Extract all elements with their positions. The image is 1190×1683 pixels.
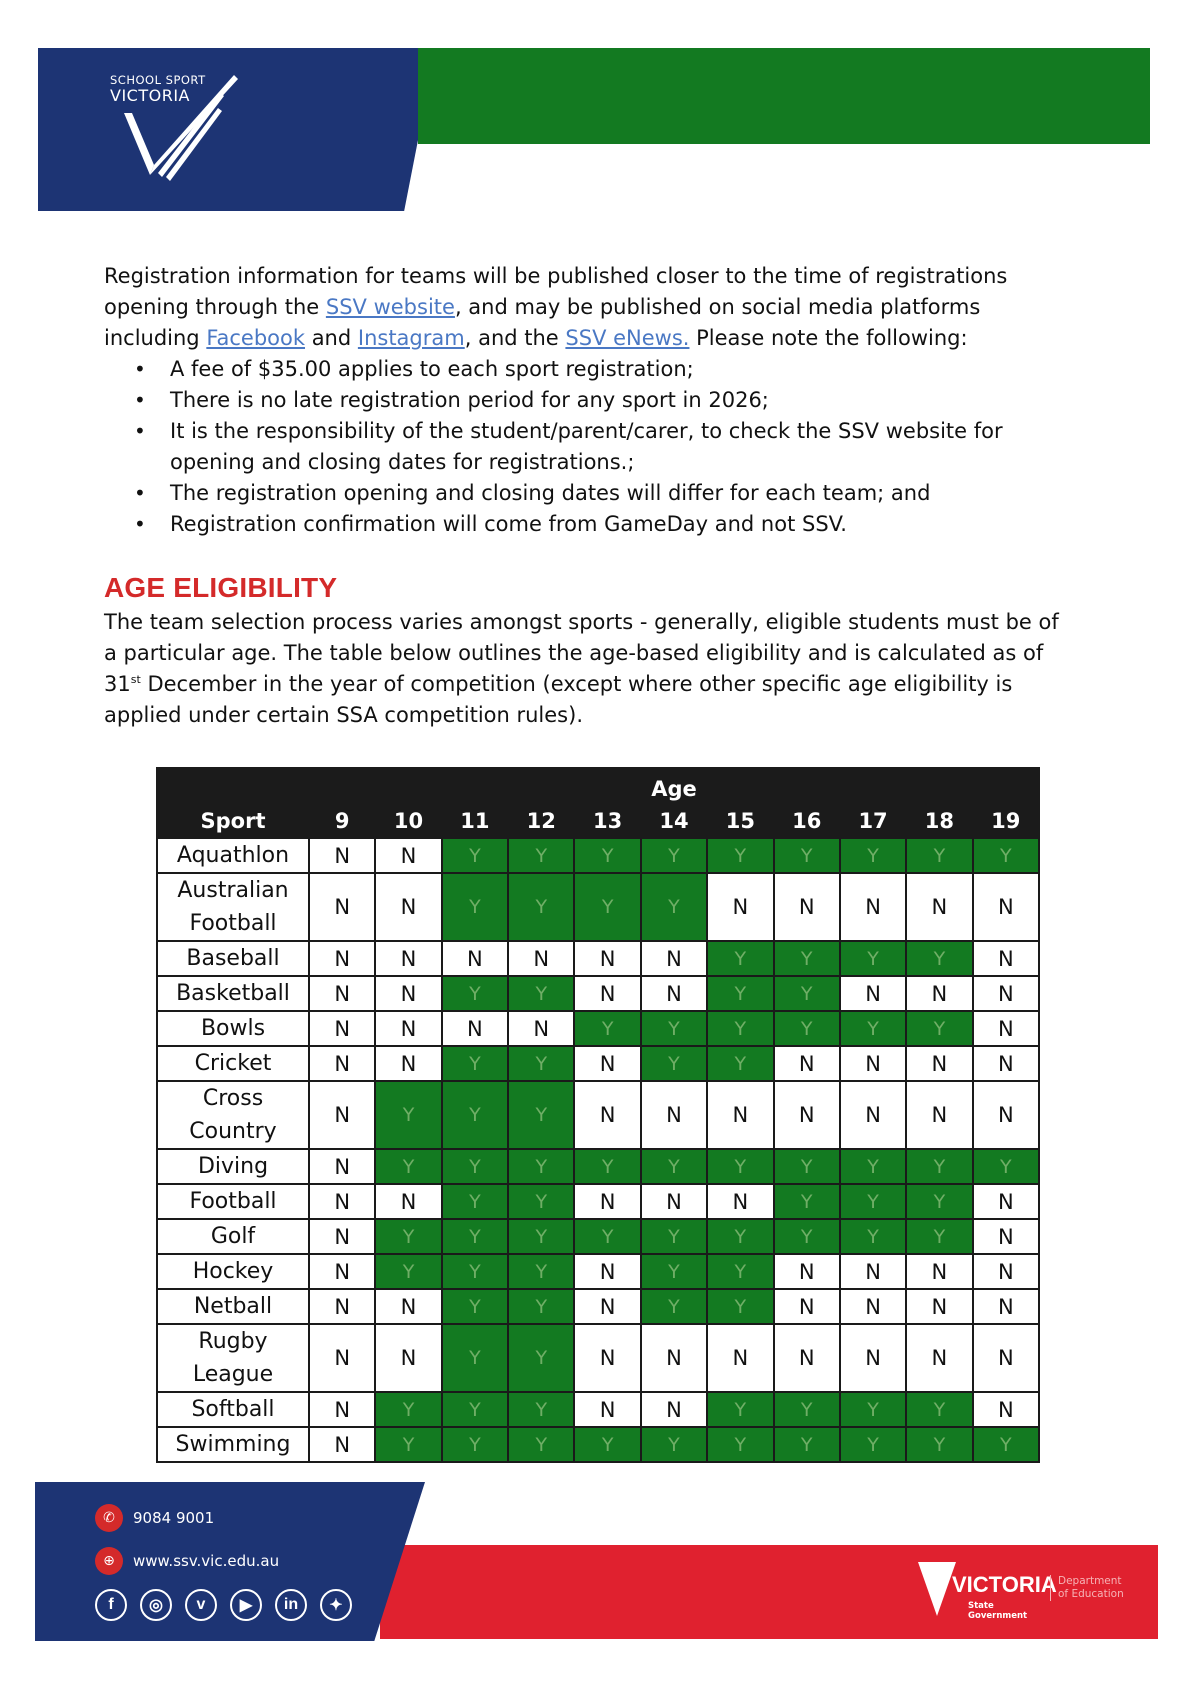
bullet-item: • Registration confirmation will come from GameDay and not SSV. — [104, 509, 1064, 540]
eligible-cell: Y — [707, 1046, 773, 1081]
not-eligible-cell: N — [774, 873, 840, 941]
eligible-cell: Y — [906, 838, 972, 873]
age-eligibility-heading: AGE ELIGIBILITY — [104, 572, 338, 603]
sport-name-cell: Golf — [157, 1219, 309, 1254]
eligible-cell: Y — [641, 1149, 707, 1184]
not-eligible-cell: N — [707, 1081, 773, 1149]
social-icons — [95, 1589, 352, 1621]
age-column-header: 17 — [840, 805, 906, 838]
eligible-cell: Y — [840, 1011, 906, 1046]
eligible-cell: Y — [973, 1427, 1039, 1462]
table-row — [157, 1219, 1039, 1254]
not-eligible-cell: N — [906, 873, 972, 941]
not-eligible-cell: N — [641, 941, 707, 976]
intro-text-3: and — [305, 326, 358, 350]
not-eligible-cell: N — [774, 1289, 840, 1324]
eligible-cell: Y — [906, 941, 972, 976]
table-row — [157, 1324, 1039, 1392]
table-row — [157, 1289, 1039, 1324]
eligible-cell: Y — [442, 1149, 508, 1184]
instagram-link[interactable]: Instagram — [357, 326, 465, 350]
eligible-cell: Y — [707, 941, 773, 976]
eligible-cell: Y — [574, 1219, 640, 1254]
eligible-cell: Y — [375, 1081, 441, 1149]
eligible-cell: Y — [574, 1011, 640, 1046]
not-eligible-cell: N — [309, 1219, 375, 1254]
dept-line2: of Education — [1058, 1588, 1124, 1600]
not-eligible-cell: N — [840, 1081, 906, 1149]
not-eligible-cell: N — [840, 1254, 906, 1289]
sport-name-cell: Cricket — [157, 1046, 309, 1081]
eligible-cell: Y — [508, 838, 574, 873]
sport-name-cell: Netball — [157, 1289, 309, 1324]
website-contact — [95, 1547, 279, 1575]
eligible-cell: Y — [707, 1254, 773, 1289]
sport-name-cell: Diving — [157, 1149, 309, 1184]
youtube-icon[interactable]: ▶ — [230, 1589, 262, 1621]
eligible-cell: Y — [774, 1011, 840, 1046]
instagram-icon[interactable]: ◎ — [140, 1589, 172, 1621]
not-eligible-cell: N — [574, 1184, 640, 1219]
not-eligible-cell: N — [375, 1046, 441, 1081]
not-eligible-cell: N — [774, 1081, 840, 1149]
not-eligible-cell: N — [973, 1254, 1039, 1289]
eligible-cell: Y — [774, 941, 840, 976]
sport-name-cell: Softball — [157, 1392, 309, 1427]
intro-text-4: , and the — [464, 326, 566, 350]
eligible-cell: Y — [508, 873, 574, 941]
not-eligible-cell: N — [442, 1011, 508, 1046]
eligible-cell: Y — [973, 838, 1039, 873]
not-eligible-cell: N — [840, 1324, 906, 1392]
ssv-enews-link[interactable]: SSV eNews. — [565, 326, 690, 350]
victoria-wordmark: VICTORIA — [952, 1572, 1057, 1597]
not-eligible-cell: N — [574, 1324, 640, 1392]
eligible-cell: Y — [508, 976, 574, 1011]
victoria-government-logo — [916, 1556, 1124, 1626]
eligible-cell: Y — [641, 873, 707, 941]
age-column-header: 15 — [707, 805, 773, 838]
not-eligible-cell: N — [375, 1011, 441, 1046]
not-eligible-cell: N — [375, 941, 441, 976]
not-eligible-cell: N — [508, 1011, 574, 1046]
eligible-cell: Y — [774, 976, 840, 1011]
eligible-cell: Y — [641, 838, 707, 873]
eligible-cell: Y — [574, 1149, 640, 1184]
eligible-cell: Y — [508, 1184, 574, 1219]
phone-number: 9084 9001 — [133, 1509, 215, 1527]
not-eligible-cell: N — [973, 1289, 1039, 1324]
eligible-cell: Y — [508, 1392, 574, 1427]
table-row — [157, 1392, 1039, 1427]
eligible-cell: Y — [375, 1219, 441, 1254]
header-green-banner — [418, 48, 1150, 144]
eligible-cell: Y — [574, 873, 640, 941]
not-eligible-cell: N — [973, 976, 1039, 1011]
state-government-label — [968, 1601, 1027, 1621]
eligible-cell: Y — [840, 941, 906, 976]
eligible-cell: Y — [840, 1219, 906, 1254]
not-eligible-cell: N — [973, 1081, 1039, 1149]
eligible-cell: Y — [840, 838, 906, 873]
table-row — [157, 873, 1039, 941]
not-eligible-cell: N — [375, 873, 441, 941]
age-header: Age — [309, 768, 1039, 805]
para-text-b: December in the year of competition (except where other specific age eligibility is applied under certain SSA competition rules). — [104, 672, 1013, 727]
eligible-cell: Y — [906, 1219, 972, 1254]
not-eligible-cell: N — [774, 1046, 840, 1081]
twitter-icon[interactable]: ✦ — [320, 1589, 352, 1621]
sport-name-cell: Bowls — [157, 1011, 309, 1046]
eligible-cell: Y — [707, 838, 773, 873]
para-sup: st — [130, 673, 141, 686]
not-eligible-cell: N — [774, 1324, 840, 1392]
eligible-cell: Y — [774, 1149, 840, 1184]
age-column-header: 10 — [375, 805, 441, 838]
linkedin-icon[interactable]: in — [275, 1589, 307, 1621]
not-eligible-cell: N — [840, 1289, 906, 1324]
eligible-cell: Y — [442, 1289, 508, 1324]
sport-name-cell: Cross Country — [157, 1081, 309, 1149]
phone-icon: ✆ — [95, 1504, 123, 1532]
eligible-cell: Y — [375, 1254, 441, 1289]
not-eligible-cell: N — [309, 1427, 375, 1462]
eligible-cell: Y — [707, 1289, 773, 1324]
eligible-cell: Y — [442, 1392, 508, 1427]
not-eligible-cell: N — [840, 1046, 906, 1081]
bullet-item: • A fee of $35.00 applies to each sport registration; — [104, 354, 1064, 385]
dept-line1: Department — [1058, 1575, 1122, 1587]
bullet-item: • There is no late registration period for any sport in 2026; — [104, 385, 1064, 416]
eligible-cell: Y — [707, 1149, 773, 1184]
phone-contact — [95, 1504, 214, 1532]
eligible-cell: Y — [774, 1427, 840, 1462]
not-eligible-cell: N — [375, 1184, 441, 1219]
not-eligible-cell: N — [309, 1324, 375, 1392]
not-eligible-cell: N — [309, 1392, 375, 1427]
sport-name-cell: Aquathlon — [157, 838, 309, 873]
not-eligible-cell: N — [309, 1289, 375, 1324]
eligible-cell: Y — [574, 838, 640, 873]
eligible-cell: Y — [442, 1081, 508, 1149]
table-body — [157, 838, 1039, 1462]
age-column-header: 14 — [641, 805, 707, 838]
header-blank-cell — [157, 768, 309, 805]
eligible-cell: Y — [508, 1324, 574, 1392]
sport-name-cell: Basketball — [157, 976, 309, 1011]
eligible-cell: Y — [973, 1149, 1039, 1184]
sport-name-cell: Baseball — [157, 941, 309, 976]
eligible-cell: Y — [508, 1289, 574, 1324]
not-eligible-cell: N — [309, 1046, 375, 1081]
age-column-header: 13 — [574, 805, 640, 838]
not-eligible-cell: N — [641, 976, 707, 1011]
not-eligible-cell: N — [641, 1324, 707, 1392]
table-header-row-age — [157, 768, 1039, 805]
not-eligible-cell: N — [774, 1254, 840, 1289]
registration-intro — [104, 261, 1064, 540]
not-eligible-cell: N — [574, 1392, 640, 1427]
eligible-cell: Y — [774, 838, 840, 873]
vic-sub-line1: State — [968, 1601, 994, 1611]
not-eligible-cell: N — [574, 941, 640, 976]
not-eligible-cell: N — [574, 1081, 640, 1149]
not-eligible-cell: N — [309, 1011, 375, 1046]
eligible-cell: Y — [707, 1011, 773, 1046]
sport-name-cell: Hockey — [157, 1254, 309, 1289]
not-eligible-cell: N — [906, 1081, 972, 1149]
logo-line1: SCHOOL SPORT — [110, 73, 206, 87]
eligible-cell: Y — [508, 1219, 574, 1254]
table-row — [157, 1011, 1039, 1046]
vic-sub-line2: Government — [968, 1611, 1028, 1621]
not-eligible-cell: N — [707, 873, 773, 941]
age-column-header: 19 — [973, 805, 1039, 838]
age-column-header: 18 — [906, 805, 972, 838]
registration-bullet-list — [104, 354, 1064, 540]
globe-icon: ⊕ — [95, 1547, 123, 1575]
table-row — [157, 941, 1039, 976]
not-eligible-cell: N — [375, 1289, 441, 1324]
not-eligible-cell: N — [508, 941, 574, 976]
not-eligible-cell: N — [375, 976, 441, 1011]
eligible-cell: Y — [641, 1427, 707, 1462]
table-row — [157, 976, 1039, 1011]
sport-name-cell: Swimming — [157, 1427, 309, 1462]
intro-paragraph — [104, 261, 1064, 354]
ssv-website-link[interactable]: SSV website — [325, 295, 455, 319]
not-eligible-cell: N — [906, 1046, 972, 1081]
not-eligible-cell: N — [309, 1149, 375, 1184]
not-eligible-cell: N — [906, 1254, 972, 1289]
tick-logo-icon — [110, 73, 240, 193]
eligible-cell: Y — [906, 1011, 972, 1046]
not-eligible-cell: N — [973, 873, 1039, 941]
sport-name-cell: Australian Football — [157, 873, 309, 941]
table-row — [157, 1184, 1039, 1219]
eligible-cell: Y — [442, 1427, 508, 1462]
eligible-cell: Y — [774, 1392, 840, 1427]
eligible-cell: Y — [508, 1427, 574, 1462]
vimeo-icon[interactable]: v — [185, 1589, 217, 1621]
table-row — [157, 1254, 1039, 1289]
eligible-cell: Y — [442, 873, 508, 941]
not-eligible-cell: N — [906, 1324, 972, 1392]
not-eligible-cell: N — [309, 1254, 375, 1289]
eligible-cell: Y — [906, 1427, 972, 1462]
eligible-cell: Y — [375, 1392, 441, 1427]
not-eligible-cell: N — [973, 1011, 1039, 1046]
bullet-item: • The registration opening and closing dates will differ for each team; and — [104, 478, 1064, 509]
not-eligible-cell: N — [973, 1046, 1039, 1081]
eligible-cell: Y — [508, 1254, 574, 1289]
website-url[interactable]: www.ssv.vic.edu.au — [133, 1552, 280, 1570]
not-eligible-cell: N — [309, 976, 375, 1011]
eligible-cell: Y — [508, 1081, 574, 1149]
table-row — [157, 1149, 1039, 1184]
sport-name-cell: Rugby League — [157, 1324, 309, 1392]
age-column-header: 11 — [442, 805, 508, 838]
facebook-icon[interactable]: f — [95, 1589, 127, 1621]
not-eligible-cell: N — [574, 1046, 640, 1081]
not-eligible-cell: N — [840, 976, 906, 1011]
eligible-cell: Y — [774, 1219, 840, 1254]
not-eligible-cell: N — [973, 941, 1039, 976]
not-eligible-cell: N — [973, 1324, 1039, 1392]
eligible-cell: Y — [375, 1149, 441, 1184]
age-eligibility-table — [156, 767, 1040, 1463]
not-eligible-cell: N — [309, 873, 375, 941]
eligible-cell: Y — [707, 1219, 773, 1254]
not-eligible-cell: N — [442, 941, 508, 976]
ssv-logo — [110, 73, 206, 105]
department-label — [1050, 1575, 1124, 1601]
not-eligible-cell: N — [375, 1324, 441, 1392]
age-column-header: 12 — [508, 805, 574, 838]
not-eligible-cell: N — [973, 1392, 1039, 1427]
sport-header: Sport — [157, 805, 309, 838]
age-eligibility-paragraph — [104, 607, 1064, 731]
not-eligible-cell: N — [574, 1289, 640, 1324]
not-eligible-cell: N — [906, 976, 972, 1011]
logo-line2: VICTORIA — [110, 86, 190, 105]
eligible-cell: Y — [641, 1046, 707, 1081]
not-eligible-cell: N — [641, 1392, 707, 1427]
eligible-cell: Y — [442, 1219, 508, 1254]
eligible-cell: Y — [641, 1254, 707, 1289]
eligible-cell: Y — [707, 1427, 773, 1462]
eligible-cell: Y — [442, 1254, 508, 1289]
table-row — [157, 838, 1039, 873]
eligible-cell: Y — [641, 1011, 707, 1046]
not-eligible-cell: N — [309, 941, 375, 976]
eligible-cell: Y — [574, 1427, 640, 1462]
not-eligible-cell: N — [309, 1081, 375, 1149]
eligible-cell: Y — [906, 1392, 972, 1427]
eligible-cell: Y — [375, 1427, 441, 1462]
not-eligible-cell: N — [574, 976, 640, 1011]
eligible-cell: Y — [641, 1289, 707, 1324]
eligible-cell: Y — [906, 1184, 972, 1219]
table-row — [157, 1081, 1039, 1149]
not-eligible-cell: N — [641, 1081, 707, 1149]
not-eligible-cell: N — [309, 1184, 375, 1219]
not-eligible-cell: N — [707, 1324, 773, 1392]
table-header-row-values — [157, 805, 1039, 838]
facebook-link[interactable]: Facebook — [206, 326, 306, 350]
table-row — [157, 1427, 1039, 1462]
eligible-cell: Y — [707, 1392, 773, 1427]
eligible-cell: Y — [641, 1219, 707, 1254]
not-eligible-cell: N — [375, 838, 441, 873]
sport-name-cell: Football — [157, 1184, 309, 1219]
bullet-item: • It is the responsibility of the student/parent/carer, to check the SSV website for opening and closing dates for registrations.; — [104, 416, 1064, 478]
eligible-cell: Y — [707, 976, 773, 1011]
not-eligible-cell: N — [641, 1184, 707, 1219]
age-column-header: 16 — [774, 805, 840, 838]
not-eligible-cell: N — [707, 1184, 773, 1219]
eligible-cell: Y — [442, 838, 508, 873]
age-column-header: 9 — [309, 805, 375, 838]
eligible-cell: Y — [442, 1046, 508, 1081]
eligible-cell: Y — [840, 1427, 906, 1462]
not-eligible-cell: N — [574, 1254, 640, 1289]
not-eligible-cell: N — [309, 838, 375, 873]
eligible-cell: Y — [840, 1149, 906, 1184]
eligible-cell: Y — [442, 1324, 508, 1392]
eligible-cell: Y — [442, 1184, 508, 1219]
eligible-cell: Y — [840, 1392, 906, 1427]
table-row — [157, 1046, 1039, 1081]
not-eligible-cell: N — [906, 1289, 972, 1324]
eligible-cell: Y — [442, 976, 508, 1011]
eligible-cell: Y — [774, 1184, 840, 1219]
intro-text-2: , and may be published on social media platforms including — [104, 295, 981, 350]
not-eligible-cell: N — [840, 873, 906, 941]
intro-text-1: Registration information for teams will be published closer to the time of registrations opening through the — [104, 264, 1008, 319]
not-eligible-cell: N — [973, 1184, 1039, 1219]
eligible-cell: Y — [508, 1046, 574, 1081]
eligible-cell: Y — [508, 1149, 574, 1184]
intro-text-5: Please note the following: — [689, 326, 968, 350]
eligible-cell: Y — [906, 1149, 972, 1184]
para-text-a: The team selection process varies amongst sports - generally, eligible students must be of a particular age. The table below outlines the age-based eligibility and is calculated as of 31 — [104, 610, 1059, 696]
not-eligible-cell: N — [973, 1219, 1039, 1254]
eligible-cell: Y — [840, 1184, 906, 1219]
